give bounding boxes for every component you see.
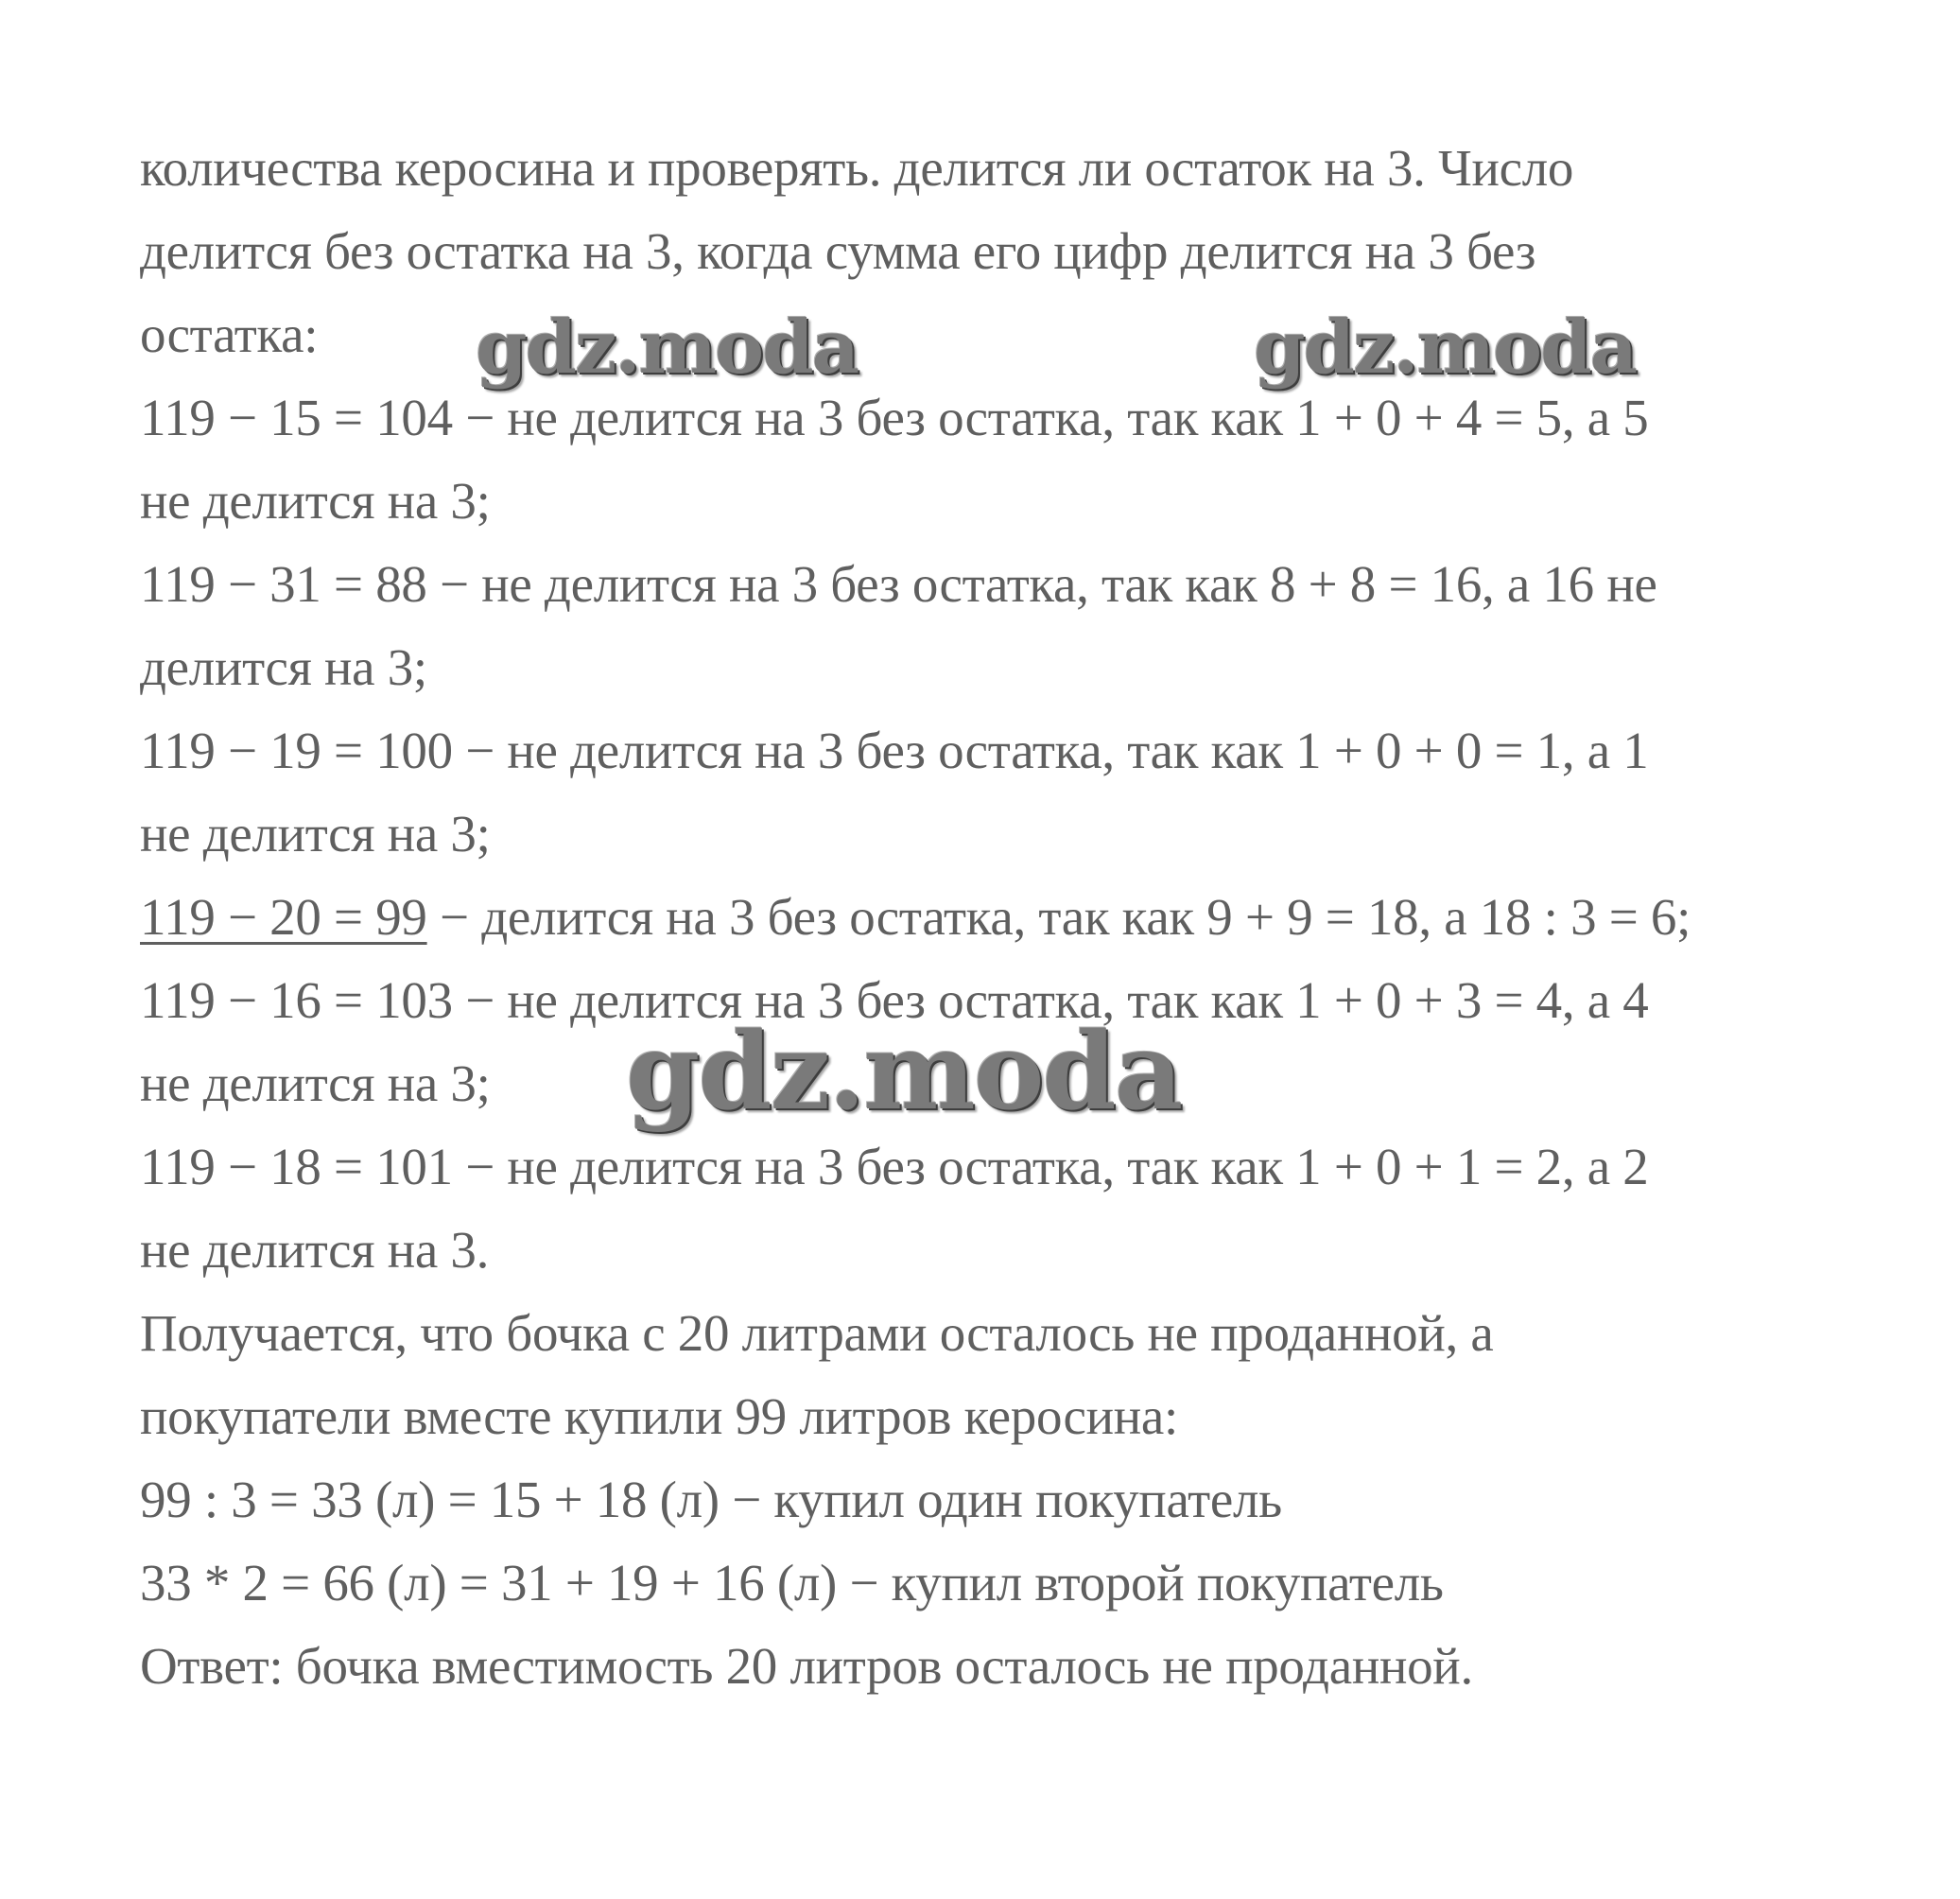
watermark-1: gdz.moda <box>476 305 859 391</box>
text-line-15: Получается, что бочка с 20 литрами осталось не проданной, а <box>140 1304 1494 1362</box>
text-line-19: Ответ: бочка вместимость 20 литров осталось не проданной. <box>140 1637 1473 1695</box>
text-line-4: 119 − 15 = 104 − не делится на 3 без остатка, так как 1 + 0 + 4 = 5, а 5 <box>140 389 1649 446</box>
text-line-1: количества керосина и проверять. делится ли остаток на 3. Число <box>140 139 1574 197</box>
text-line-17: 99 : 3 = 33 (л) = 15 + 18 (л) − купил один покупатель <box>140 1471 1282 1528</box>
text-line-13: 119 − 18 = 101 − не делится на 3 без остатка, так как 1 + 0 + 1 = 2, а 2 <box>140 1138 1649 1195</box>
text-line-10 <box>140 876 1842 959</box>
answer-equation-rest: − делится на 3 без остатка, так как 9 + 9 = 18, а 18 : 3 = 6; <box>426 888 1691 946</box>
text-line-6: 119 − 31 = 88 − не делится на 3 без остатка, так как 8 + 8 = 16, а 16 не <box>140 555 1657 613</box>
text-line-16: покупатели вместе купили 99 литров керосина: <box>140 1387 1178 1445</box>
text-line-8: 119 − 19 = 100 − не делится на 3 без остатка, так как 1 + 0 + 0 = 1, а 1 <box>140 722 1649 779</box>
answer-equation-underlined: 119 − 20 = 99 <box>140 888 427 946</box>
text-line-11: 119 − 16 = 103 − не делится на 3 без остатка, так как 1 + 0 + 3 = 4, а 4 <box>140 971 1649 1029</box>
watermark-3: gdz.moda <box>626 1010 1182 1134</box>
text-line-9: не делится на 3; <box>140 805 491 862</box>
text-line-7: делится на 3; <box>140 638 427 696</box>
text-line-18: 33 * 2 = 66 (л) = 31 + 19 + 16 (л) − купил второй покупатель <box>140 1554 1444 1612</box>
text-line-2: делится без остатка на 3, когда сумма его цифр делится на 3 без <box>140 222 1536 280</box>
watermark-2: gdz.moda <box>1254 305 1637 391</box>
text-line-3: остатка: <box>140 305 319 363</box>
text-line-5: не делится на 3; <box>140 472 491 530</box>
text-line-12: не делится на 3; <box>140 1054 491 1112</box>
text-line-14: не делится на 3. <box>140 1221 490 1279</box>
